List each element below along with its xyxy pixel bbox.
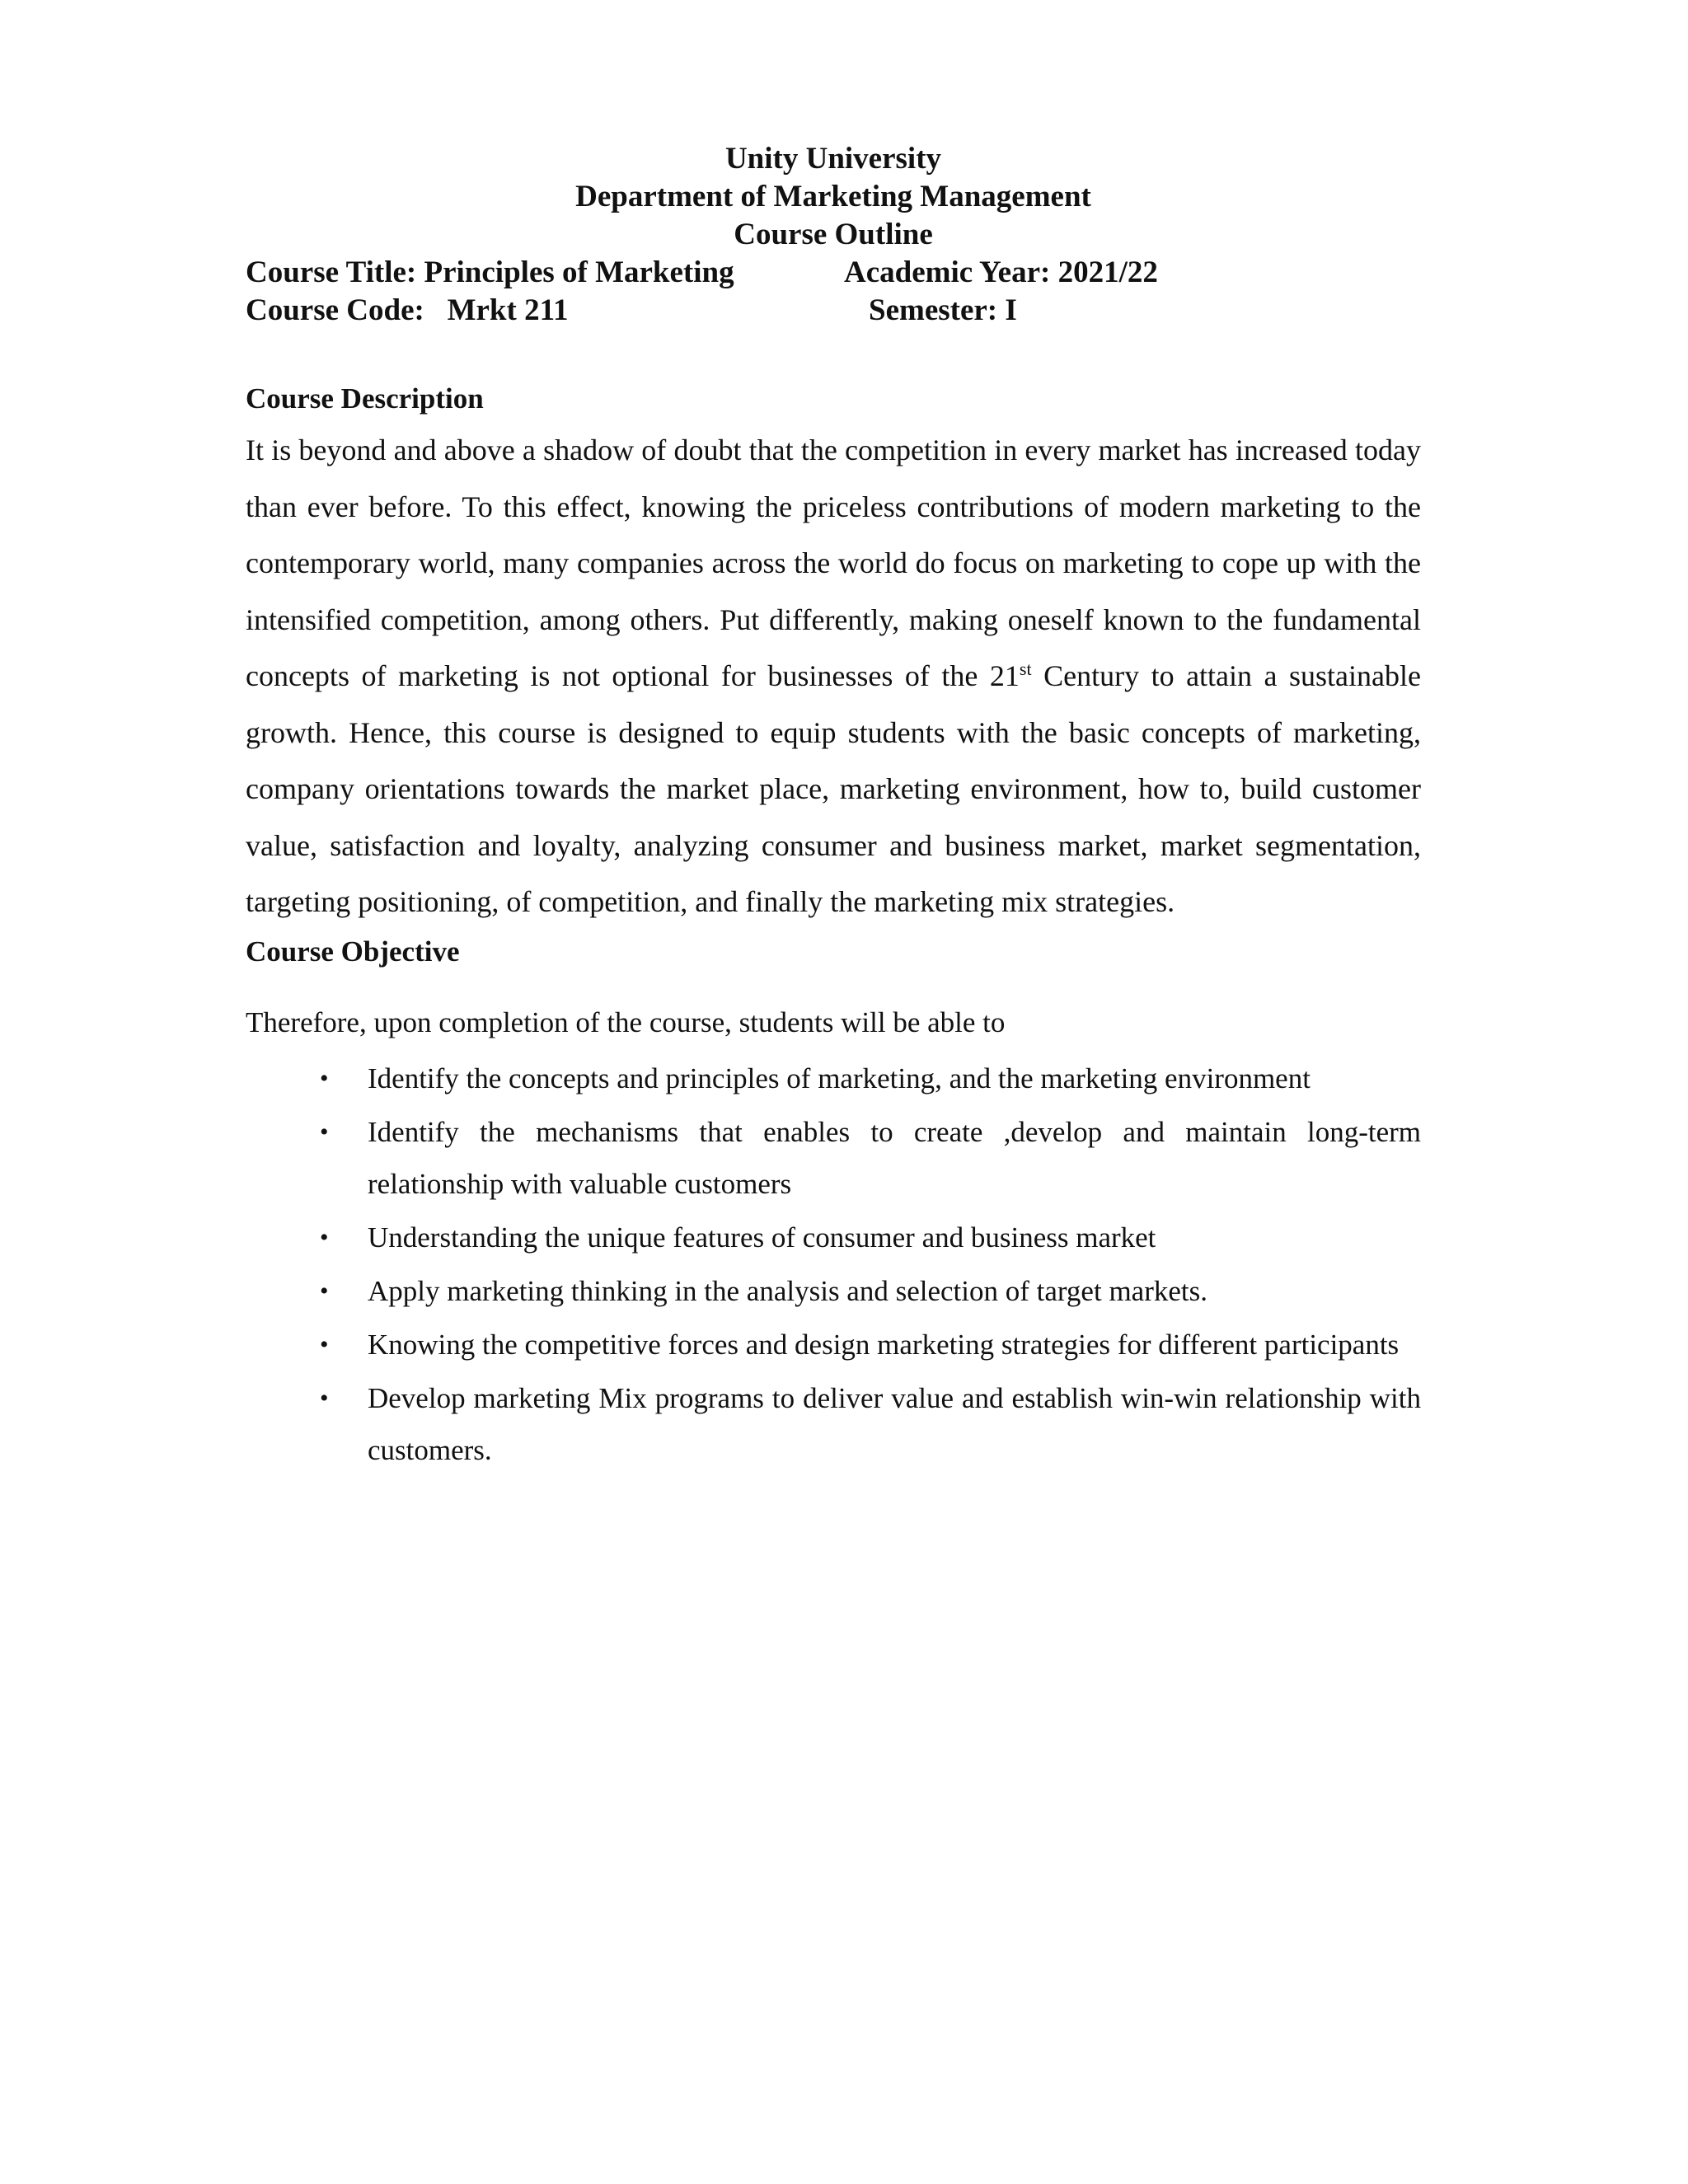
bullet-icon: • bbox=[320, 1223, 329, 1251]
objective-item bbox=[246, 1265, 1421, 1317]
objective-item bbox=[246, 1372, 1421, 1476]
course-title: Course Title: Principles of Marketing bbox=[246, 255, 734, 289]
objective-item-text: Identify the mechanisms that enables to create ,develop and maintain long-term relationship with valuable customers bbox=[368, 1115, 1421, 1200]
objective-list bbox=[246, 1052, 1421, 1476]
academic-year: Academic Year: 2021/22 bbox=[844, 255, 1158, 289]
course-code: Course Code: Mrkt 211 bbox=[246, 293, 569, 327]
university-name: Unity University bbox=[724, 142, 942, 176]
objective-item-text: Identify the concepts and principles of marketing, and the marketing environment bbox=[368, 1062, 1311, 1094]
description-text-part-1: It is beyond and above a shadow of doubt that the competition in every market has increased today than ever before. To this effect, knowing the priceless contributions of modern marketing to the contemporary world, many companies across the world do focus on marketing to cope up with the intensified competition, among others. Put differently, making oneself known to the fundamental concepts of marketing is not optional for businesses of the 21 bbox=[246, 434, 1421, 692]
bullet-icon: • bbox=[320, 1330, 329, 1358]
description-superscript: st bbox=[1019, 658, 1032, 679]
objective-item bbox=[246, 1052, 1421, 1104]
course-meta-row-1 bbox=[246, 254, 1421, 292]
objective-item bbox=[246, 1212, 1421, 1263]
objective-item bbox=[246, 1106, 1421, 1210]
bullet-icon: • bbox=[320, 1277, 329, 1305]
semester: Semester: I bbox=[869, 293, 1017, 327]
objective-item-text: Develop marketing Mix programs to deliver value and establish win-win relationship with customers. bbox=[368, 1381, 1421, 1466]
course-description-heading: Course Description bbox=[246, 382, 484, 415]
course-description-paragraph bbox=[246, 422, 1421, 930]
objective-intro: Therefore, upon completion of the course, students will be able to bbox=[246, 1005, 1006, 1038]
bullet-icon: • bbox=[320, 1064, 329, 1092]
course-meta-row-2 bbox=[246, 292, 1421, 330]
bullet-icon: • bbox=[320, 1118, 329, 1146]
description-text-part-2: Century to attain a sustainable growth. Hence, this course is designed to equip students with the basic concepts of marketing, company orientations towards the market place, marketing environment, how to, build customer value, satisfaction and loyalty, analyzing consumer and business market, market segmentation, targeting positioning, of competition, and finally the marketing mix strategies. bbox=[246, 659, 1421, 918]
objective-item bbox=[246, 1319, 1421, 1371]
course-objective-heading: Course Objective bbox=[246, 935, 460, 968]
document-page bbox=[246, 140, 1421, 1478]
objective-item-text: Understanding the unique features of consumer and business market bbox=[368, 1221, 1156, 1254]
objective-item-text: Apply marketing thinking in the analysis and selection of target markets. bbox=[368, 1274, 1207, 1307]
bullet-icon: • bbox=[320, 1384, 329, 1412]
objective-item-text: Knowing the competitive forces and design marketing strategies for different participants bbox=[368, 1328, 1400, 1361]
department-name: Department of Marketing Management bbox=[575, 180, 1091, 213]
document-type: Course Outline bbox=[734, 218, 933, 251]
document-header bbox=[246, 140, 1421, 254]
